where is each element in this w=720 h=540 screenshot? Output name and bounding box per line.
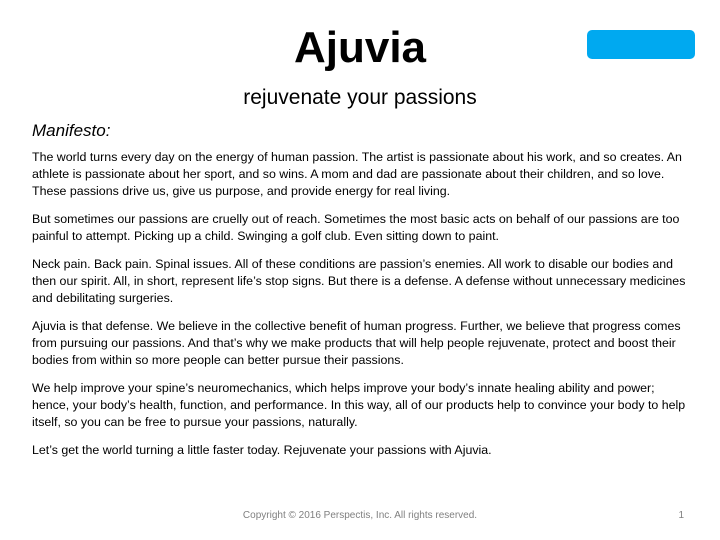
copyright-footer: Copyright © 2016 Perspectis, Inc. All rights reserved. xyxy=(242,510,478,521)
manifesto-body xyxy=(32,149,692,470)
page-number: 1 xyxy=(678,510,684,521)
blue-badge xyxy=(587,30,695,59)
paragraph: Let’s get the world turning a little faster today. Rejuvenate your passions with Ajuvia. xyxy=(32,443,492,457)
page-subtitle: rejuvenate your passions xyxy=(243,86,477,109)
page-title: Ajuvia xyxy=(293,23,427,72)
paragraph: We help improve your spine’s neuromechanics, which helps improve your body’s innate healing ability and power; hence, your body’s health, function, and performance. In this way, all of our products help to convince your body to help itself, so you can be free to pursue your passions, naturally. xyxy=(32,381,686,429)
paragraph: The world turns every day on the energy of human passion. The artist is passionate about his work, and so creates. An athlete is passionate about her sport, and so wins. A mom and dad are passionate about their children, and so love. These passions drive us, give us purpose, and provide energy for real living. xyxy=(32,150,682,198)
paragraph: Ajuvia is that defense. We believe in the collective benefit of human progress. Further, we believe that progress comes from pursuing our passions. And that’s why we make products that will help people rejuvenate, protect and boost their bodies from within so more people can better pursue their passions. xyxy=(32,319,681,367)
paragraph: But sometimes our passions are cruelly out of reach. Sometimes the most basic acts on behalf of our passions are too painful to attempt. Picking up a child. Swinging a golf club. Even sitting down to paint. xyxy=(32,212,680,243)
paragraph: Neck pain. Back pain. Spinal issues. All of these conditions are passion’s enemies. All work to disable our bodies and then our spirit. All, in short, represent life’s stop signs. But there is a defense. A defense without unnecessary medicines and debilitating surgeries. xyxy=(32,257,686,305)
section-heading: Manifesto: xyxy=(32,121,111,140)
